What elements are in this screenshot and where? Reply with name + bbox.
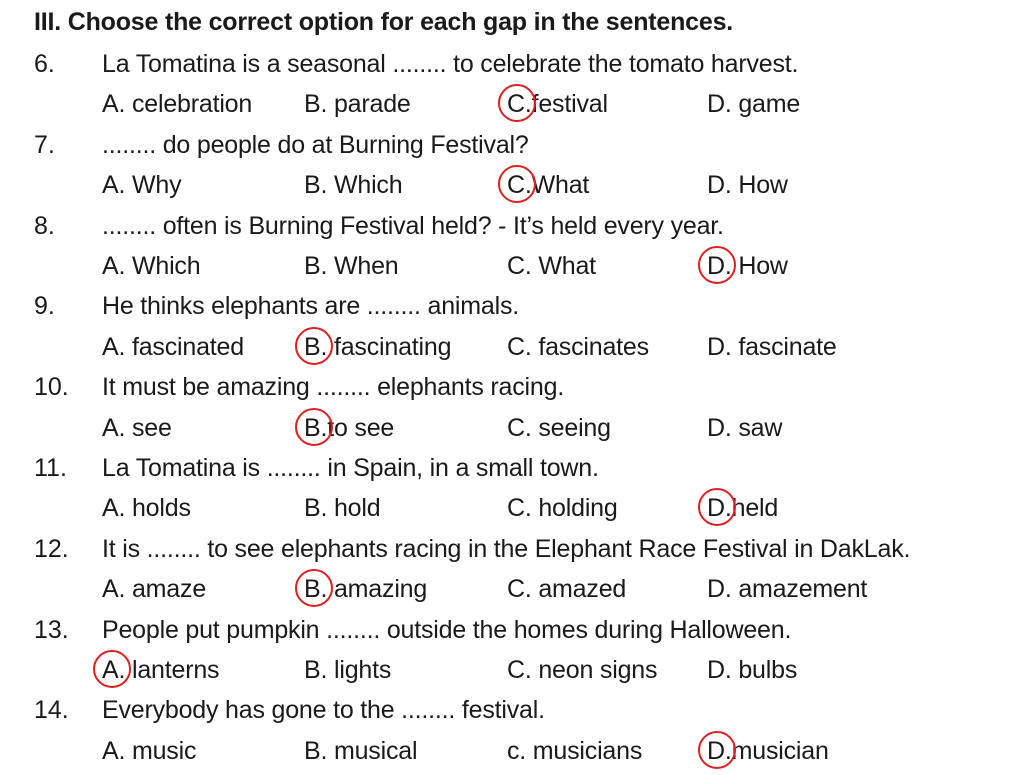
selected-option (507, 171, 589, 200)
option-text: lights (327, 656, 392, 684)
question-number: 12. (34, 534, 69, 563)
question-text: It must be amazing ........ elephants racing. (102, 373, 565, 402)
circled-option-letter: D. (707, 736, 732, 765)
option-text: fascinated (125, 332, 244, 361)
question-number: 8. (34, 211, 55, 240)
question-row (0, 50, 1024, 82)
selected-option (707, 737, 829, 766)
question-text: ........ often is Burning Festival held? - It’s held every year. (102, 211, 724, 240)
option-text: see (125, 413, 172, 442)
option-text: amazement (731, 575, 868, 604)
answer-option (507, 575, 626, 604)
option-text: lanterns (125, 656, 220, 684)
answer-option (507, 656, 657, 685)
question-row (0, 454, 1024, 486)
option-letter: D. (707, 171, 732, 200)
option-text: musicians (526, 736, 643, 765)
option-text: amazed (531, 575, 627, 604)
option-letter: B. (304, 90, 328, 119)
answer-option (304, 494, 380, 523)
option-letter: A. (102, 575, 126, 604)
option-letter: B. (304, 252, 328, 280)
circled-option-letter: B. (304, 332, 328, 361)
option-text: seeing (531, 413, 611, 442)
selected-option (304, 414, 394, 443)
option-text: held (731, 494, 779, 523)
options-row (0, 90, 1024, 122)
option-text: bulbs (731, 656, 798, 684)
option-letter: A. (102, 736, 126, 765)
option-text: How (731, 252, 788, 280)
answer-option (707, 171, 788, 200)
option-text: parade (327, 90, 411, 119)
question-row (0, 696, 1024, 728)
answer-option (102, 90, 252, 119)
selected-option (304, 333, 451, 362)
option-letter: A. (102, 252, 126, 280)
option-text: festival (531, 90, 608, 119)
option-text: hold (327, 494, 381, 523)
options-row (0, 171, 1024, 203)
section-heading: III. Choose the correct option for each gap in the sentences. (34, 8, 734, 36)
question-number: 9. (34, 292, 55, 321)
circled-option-letter: B. (304, 413, 328, 442)
answer-option (304, 252, 399, 281)
question-text: People put pumpkin ........ outside the homes during Halloween. (102, 615, 792, 644)
circled-option-letter: B. (304, 575, 328, 604)
option-letter: A. (102, 90, 126, 119)
option-letter: B. (304, 736, 328, 765)
answer-option (304, 171, 402, 200)
circled-option-letter: A. (102, 656, 126, 684)
option-text: fascinates (531, 332, 649, 361)
answer-option (304, 656, 391, 685)
option-text: neon signs (531, 656, 658, 684)
option-text: musical (327, 736, 418, 765)
question-row (0, 616, 1024, 648)
answer-option (102, 494, 191, 523)
option-text: amaze (125, 575, 207, 604)
option-text: to see (327, 413, 395, 442)
answer-option (707, 90, 800, 119)
answer-option (102, 171, 181, 200)
answer-option (507, 252, 596, 281)
option-text: holding (531, 494, 618, 523)
option-text: Which (125, 252, 201, 280)
circled-option-letter: C. (507, 171, 532, 200)
options-row (0, 252, 1024, 284)
option-letter: D. (707, 656, 732, 684)
options-row (0, 575, 1024, 607)
answer-option (707, 414, 782, 443)
option-letter: A. (102, 494, 126, 523)
options-row (0, 737, 1024, 769)
options-row (0, 414, 1024, 446)
option-text: amazing (327, 575, 428, 604)
option-text: saw (731, 413, 783, 442)
option-text: musician (731, 736, 829, 765)
option-text: game (731, 90, 801, 119)
option-letter: C. (507, 252, 532, 280)
circled-option-letter: D. (707, 252, 732, 280)
circled-option-letter: D. (707, 494, 732, 523)
answer-option (102, 414, 172, 443)
question-number: 11. (34, 454, 67, 482)
option-letter: C. (507, 575, 532, 604)
options-row (0, 494, 1024, 526)
option-text: Which (327, 171, 403, 200)
option-letter: B. (304, 171, 328, 200)
option-letter: D. (707, 575, 732, 604)
answer-option (507, 333, 649, 362)
selected-option (304, 575, 427, 604)
option-text: When (327, 252, 399, 280)
option-letter: D. (707, 332, 732, 361)
question-number: 14. (34, 696, 69, 725)
options-row (0, 333, 1024, 365)
option-text: How (731, 171, 788, 200)
option-text: music (125, 736, 197, 765)
option-text: What (531, 252, 596, 280)
options-row (0, 656, 1024, 688)
option-text: fascinating (327, 332, 452, 361)
answer-option (507, 494, 618, 523)
question-number: 13. (34, 615, 69, 644)
question-row (0, 535, 1024, 567)
answer-option (102, 333, 244, 362)
option-letter: C. (507, 332, 532, 361)
answer-option (304, 90, 411, 119)
option-letter: B. (304, 656, 328, 684)
option-text: holds (125, 494, 191, 523)
option-letter: c. (507, 736, 527, 765)
question-number: 10. (34, 373, 69, 402)
selected-option (102, 656, 219, 685)
question-text: La Tomatina is ........ in Spain, in a small town. (102, 454, 599, 482)
question-text: It is ........ to see elephants racing in the Elephant Race Festival in DakLak. (102, 534, 911, 563)
option-letter: A. (102, 171, 126, 200)
option-text: fascinate (731, 332, 837, 361)
question-number: 6. (34, 50, 55, 78)
option-letter: B. (304, 494, 328, 523)
option-letter: D. (707, 413, 732, 442)
answer-option (707, 333, 837, 362)
question-text: Everybody has gone to the ........ festival. (102, 696, 545, 725)
selected-option (707, 494, 778, 523)
option-text: What (531, 171, 590, 200)
option-text: Why (125, 171, 182, 200)
question-row (0, 131, 1024, 163)
question-text: ........ do people do at Burning Festival? (102, 130, 529, 159)
question-row (0, 212, 1024, 244)
answer-option (304, 737, 417, 766)
question-text: La Tomatina is a seasonal ........ to celebrate the tomato harvest. (102, 50, 799, 78)
answer-option (707, 656, 797, 685)
option-letter: C. (507, 656, 532, 684)
option-letter: A. (102, 332, 126, 361)
selected-option (507, 90, 608, 119)
selected-option (707, 252, 788, 281)
answer-option (507, 737, 642, 766)
option-letter: A. (102, 413, 126, 442)
question-number: 7. (34, 130, 55, 159)
answer-option (102, 737, 196, 766)
answer-option (707, 575, 867, 604)
option-letter: C. (507, 413, 532, 442)
answer-option (507, 414, 611, 443)
option-text: celebration (125, 90, 253, 119)
circled-option-letter: C. (507, 90, 532, 119)
option-letter: C. (507, 494, 532, 523)
answer-option (102, 252, 200, 281)
option-letter: D. (707, 90, 732, 119)
question-row (0, 292, 1024, 324)
answer-option (102, 575, 206, 604)
question-row (0, 373, 1024, 405)
question-text: He thinks elephants are ........ animals. (102, 292, 520, 321)
